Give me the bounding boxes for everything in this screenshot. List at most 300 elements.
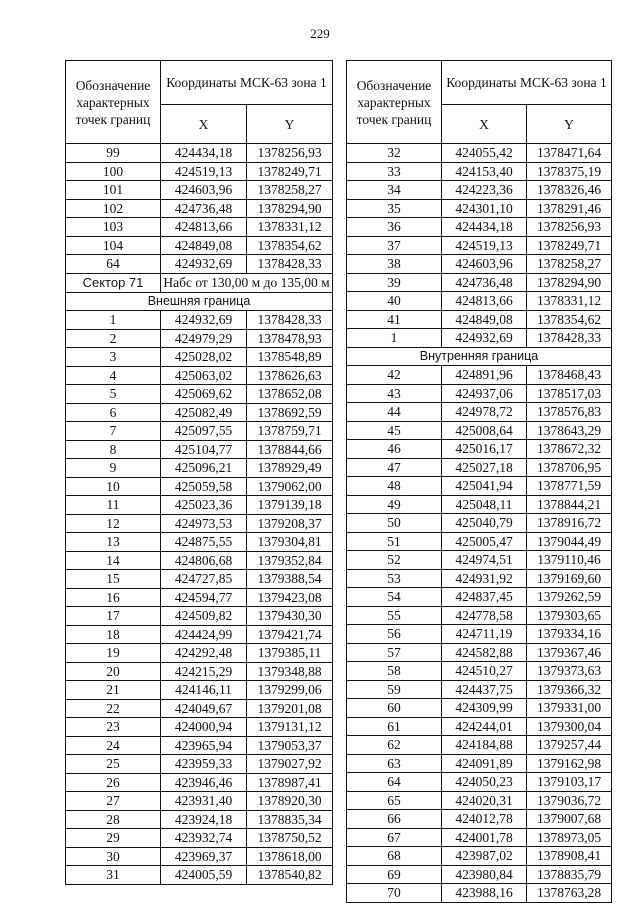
coord-y: 1379169,60 [527, 569, 612, 588]
coord-x: 424153,40 [442, 162, 527, 181]
coord-y: 1378929,49 [247, 459, 333, 478]
point-number: 10 [66, 477, 161, 496]
point-number: 99 [66, 144, 161, 163]
point-number: 104 [66, 236, 161, 255]
coord-y: 1378835,34 [247, 810, 333, 829]
coord-y: 1379334,16 [527, 625, 612, 644]
coord-x: 424875,55 [161, 533, 247, 552]
coordinates-table-left [65, 60, 333, 885]
coord-y: 1378759,71 [247, 422, 333, 441]
table-row [347, 736, 612, 755]
point-number: 38 [347, 255, 442, 274]
table-row [347, 532, 612, 551]
coord-x: 425048,11 [442, 495, 527, 514]
table-row [66, 329, 333, 348]
table-row [347, 273, 612, 292]
point-number: 39 [347, 273, 442, 292]
coord-x: 425063,02 [161, 366, 247, 385]
coord-x: 424434,18 [161, 144, 247, 163]
table-row [347, 236, 612, 255]
table-row [347, 421, 612, 440]
coord-x: 424594,77 [161, 588, 247, 607]
point-number: 20 [66, 662, 161, 681]
coordinates-table-right [346, 60, 612, 903]
table-row [66, 681, 333, 700]
table-row [347, 625, 612, 644]
table-row [347, 828, 612, 847]
point-number: 29 [66, 829, 161, 848]
coord-y: 1378354,62 [247, 236, 333, 255]
table-row [66, 199, 333, 218]
coord-x: 423924,18 [161, 810, 247, 829]
point-number: 11 [66, 496, 161, 515]
coord-x: 424223,36 [442, 181, 527, 200]
coord-x: 424932,69 [161, 255, 247, 274]
table-row [347, 329, 612, 348]
header-y: Y [527, 105, 612, 144]
coord-y: 1378916,72 [527, 514, 612, 533]
coord-x: 425096,21 [161, 459, 247, 478]
point-number: 70 [347, 884, 442, 903]
table-row [66, 181, 333, 200]
coord-y: 1378258,27 [247, 181, 333, 200]
table-row [66, 792, 333, 811]
coord-x: 424806,68 [161, 551, 247, 570]
coord-y: 1378258,27 [527, 255, 612, 274]
coord-x: 424736,48 [442, 273, 527, 292]
coord-x: 423959,33 [161, 755, 247, 774]
point-number: 59 [347, 680, 442, 699]
table-row [66, 236, 333, 255]
point-number: 31 [66, 866, 161, 885]
coord-y: 1379062,00 [247, 477, 333, 496]
coord-y: 1379208,37 [247, 514, 333, 533]
coord-x: 424973,53 [161, 514, 247, 533]
coord-x: 424978,72 [442, 403, 527, 422]
table-row [347, 440, 612, 459]
table-row [347, 458, 612, 477]
table-row [66, 662, 333, 681]
coord-x: 424146,11 [161, 681, 247, 700]
point-number: 24 [66, 736, 161, 755]
coord-x: 424091,89 [442, 754, 527, 773]
coord-x: 424000,94 [161, 718, 247, 737]
table-row [347, 643, 612, 662]
point-number: 47 [347, 458, 442, 477]
coord-y: 1379139,18 [247, 496, 333, 515]
coord-x: 424931,92 [442, 569, 527, 588]
point-number: 66 [347, 810, 442, 829]
point-number: 6 [66, 403, 161, 422]
coord-x: 425005,47 [442, 532, 527, 551]
point-number: 30 [66, 847, 161, 866]
table-row [66, 570, 333, 589]
table-row [347, 865, 612, 884]
coord-y: 1378471,64 [527, 144, 612, 163]
table-row [347, 495, 612, 514]
point-number: 28 [66, 810, 161, 829]
coord-x: 424727,85 [161, 570, 247, 589]
point-number: 5 [66, 385, 161, 404]
coord-x: 424932,69 [161, 311, 247, 330]
table-row [347, 366, 612, 385]
table-row [66, 829, 333, 848]
coord-y: 1379027,92 [247, 755, 333, 774]
coord-x: 424849,08 [161, 236, 247, 255]
coord-x: 424519,13 [442, 236, 527, 255]
table-row [66, 496, 333, 515]
table-row [347, 255, 612, 274]
table-row [66, 551, 333, 570]
coord-y: 1378618,00 [247, 847, 333, 866]
point-number: 64 [66, 255, 161, 274]
table-row [66, 440, 333, 459]
coord-x: 424778,58 [442, 606, 527, 625]
coord-y: 1379201,08 [247, 699, 333, 718]
coord-y: 1379331,00 [527, 699, 612, 718]
table-row [66, 736, 333, 755]
point-number: 42 [347, 366, 442, 385]
coord-x: 424424,99 [161, 625, 247, 644]
coord-x: 424979,29 [161, 329, 247, 348]
table-row [66, 718, 333, 737]
table-row [347, 680, 612, 699]
coord-y: 1379430,30 [247, 607, 333, 626]
coord-y: 1379421,74 [247, 625, 333, 644]
coord-x: 424055,42 [442, 144, 527, 163]
coord-x: 424891,96 [442, 366, 527, 385]
table-row [66, 625, 333, 644]
coord-y: 1378548,89 [247, 348, 333, 367]
table-row [66, 533, 333, 552]
sector-height-range: Набс от 130,00 м до 135,00 м [161, 273, 333, 292]
point-number: 67 [347, 828, 442, 847]
coord-y: 1378706,95 [527, 458, 612, 477]
coord-y: 1378326,46 [527, 181, 612, 200]
coord-y: 1379423,08 [247, 588, 333, 607]
coord-y: 1378256,93 [247, 144, 333, 163]
point-number: 69 [347, 865, 442, 884]
point-number: 57 [347, 643, 442, 662]
coord-x: 424736,48 [161, 199, 247, 218]
point-number: 25 [66, 755, 161, 774]
table-row [66, 385, 333, 404]
table-row [347, 162, 612, 181]
coord-y: 1378643,29 [527, 421, 612, 440]
coord-x: 425027,18 [442, 458, 527, 477]
coord-x: 425097,55 [161, 422, 247, 441]
point-number: 8 [66, 440, 161, 459]
table-row [66, 644, 333, 663]
point-number: 48 [347, 477, 442, 496]
point-number: 65 [347, 791, 442, 810]
coord-x: 424020,31 [442, 791, 527, 810]
table-row [347, 847, 612, 866]
point-number: 36 [347, 218, 442, 237]
coord-x: 424050,23 [442, 773, 527, 792]
coord-x: 424012,78 [442, 810, 527, 829]
table-row [347, 569, 612, 588]
coord-y: 1378652,08 [247, 385, 333, 404]
coord-x: 423980,84 [442, 865, 527, 884]
table-row [66, 755, 333, 774]
header-coords-title: Координаты МСК-63 зона 1 [442, 61, 612, 105]
coord-x: 424509,82 [161, 607, 247, 626]
point-number: 61 [347, 717, 442, 736]
header-coords-title: Координаты МСК-63 зона 1 [161, 61, 333, 105]
coord-x: 424937,06 [442, 384, 527, 403]
coord-x: 424437,75 [442, 680, 527, 699]
coord-x: 424837,45 [442, 588, 527, 607]
point-number: 14 [66, 551, 161, 570]
point-number: 3 [66, 348, 161, 367]
coord-y: 1379385,11 [247, 644, 333, 663]
point-number: 41 [347, 310, 442, 329]
header-x: X [442, 105, 527, 144]
point-number: 35 [347, 199, 442, 218]
coord-y: 1379348,88 [247, 662, 333, 681]
coord-y: 1379103,17 [527, 773, 612, 792]
coord-x: 424582,88 [442, 643, 527, 662]
coord-x: 424005,59 [161, 866, 247, 885]
coord-y: 1378750,52 [247, 829, 333, 848]
coord-x: 424603,96 [442, 255, 527, 274]
table-row [347, 791, 612, 810]
point-number: 16 [66, 588, 161, 607]
coord-y: 1378973,05 [527, 828, 612, 847]
coord-y: 1378249,71 [247, 162, 333, 181]
coord-x: 424813,66 [442, 292, 527, 311]
coord-y: 1378844,66 [247, 440, 333, 459]
coord-x: 425023,36 [161, 496, 247, 515]
table-row [66, 255, 333, 274]
coord-y: 1378576,83 [527, 403, 612, 422]
table-row [347, 699, 612, 718]
coord-x: 425082,49 [161, 403, 247, 422]
table-row [66, 144, 333, 163]
coord-x: 424813,66 [161, 218, 247, 237]
table-row [347, 477, 612, 496]
table-row [347, 514, 612, 533]
point-number: 9 [66, 459, 161, 478]
table-row [347, 218, 612, 237]
coord-y: 1378844,21 [527, 495, 612, 514]
point-number: 44 [347, 403, 442, 422]
coord-y: 1379036,72 [527, 791, 612, 810]
coord-y: 1378249,71 [527, 236, 612, 255]
table-row [66, 699, 333, 718]
point-number: 64 [347, 773, 442, 792]
point-number: 101 [66, 181, 161, 200]
coord-x: 423931,40 [161, 792, 247, 811]
coord-y: 1378428,33 [247, 255, 333, 274]
point-number: 1 [347, 329, 442, 348]
coord-y: 1378375,19 [527, 162, 612, 181]
point-number: 63 [347, 754, 442, 773]
table-row [66, 348, 333, 367]
coord-y: 1378291,46 [527, 199, 612, 218]
point-number: 7 [66, 422, 161, 441]
table-row [347, 588, 612, 607]
table-row [347, 292, 612, 311]
coord-y: 1379110,46 [527, 551, 612, 570]
coord-y: 1378354,62 [527, 310, 612, 329]
point-number: 15 [66, 570, 161, 589]
coord-y: 1379162,98 [527, 754, 612, 773]
coord-x: 424292,48 [161, 644, 247, 663]
coord-x: 425041,94 [442, 477, 527, 496]
table-row [66, 773, 333, 792]
coord-x: 423932,74 [161, 829, 247, 848]
coord-x: 423988,16 [442, 884, 527, 903]
coord-y: 1379367,46 [527, 643, 612, 662]
coord-x: 425104,77 [161, 440, 247, 459]
point-number: 58 [347, 662, 442, 681]
point-number: 68 [347, 847, 442, 866]
coord-y: 1378987,41 [247, 773, 333, 792]
point-number: 56 [347, 625, 442, 644]
coord-y: 1378835,79 [527, 865, 612, 884]
coord-x: 424301,10 [442, 199, 527, 218]
coord-y: 1379300,04 [527, 717, 612, 736]
table-row [66, 162, 333, 181]
coord-x: 425059,58 [161, 477, 247, 496]
point-number: 55 [347, 606, 442, 625]
coord-x: 424184,88 [442, 736, 527, 755]
coord-x: 424974,51 [442, 551, 527, 570]
point-number: 17 [66, 607, 161, 626]
coord-x: 424215,29 [161, 662, 247, 681]
coord-y: 1378771,59 [527, 477, 612, 496]
point-number: 1 [66, 311, 161, 330]
table-row [66, 218, 333, 237]
coord-y: 1379303,65 [527, 606, 612, 625]
point-number: 32 [347, 144, 442, 163]
header-y: Y [247, 105, 333, 144]
point-number: 103 [66, 218, 161, 237]
point-number: 51 [347, 532, 442, 551]
coord-x: 424434,18 [442, 218, 527, 237]
coord-x: 425028,02 [161, 348, 247, 367]
table-row [347, 403, 612, 422]
coord-x: 424309,99 [442, 699, 527, 718]
table-row [347, 310, 612, 329]
point-number: 26 [66, 773, 161, 792]
coord-y: 1379299,06 [247, 681, 333, 700]
point-number: 40 [347, 292, 442, 311]
coord-y: 1379262,59 [527, 588, 612, 607]
coord-y: 1378331,12 [527, 292, 612, 311]
point-number: 100 [66, 162, 161, 181]
point-number: 102 [66, 199, 161, 218]
table-row [66, 366, 333, 385]
table-row [347, 606, 612, 625]
coord-y: 1378672,32 [527, 440, 612, 459]
coord-y: 1379366,32 [527, 680, 612, 699]
coord-x: 423987,02 [442, 847, 527, 866]
table-row [66, 607, 333, 626]
table-row [347, 773, 612, 792]
table-row [66, 866, 333, 885]
inner-boundary-label: Внутренняя граница [347, 347, 612, 366]
point-number: 43 [347, 384, 442, 403]
coord-y: 1378908,41 [527, 847, 612, 866]
coord-x: 424001,78 [442, 828, 527, 847]
table-row [66, 847, 333, 866]
coord-x: 425069,62 [161, 385, 247, 404]
table-row [66, 477, 333, 496]
coord-y: 1379257,44 [527, 736, 612, 755]
coord-y: 1379131,12 [247, 718, 333, 737]
coord-x: 424932,69 [442, 329, 527, 348]
point-number: 54 [347, 588, 442, 607]
page-number: 229 [310, 26, 330, 41]
coord-y: 1378920,30 [247, 792, 333, 811]
table-row [66, 514, 333, 533]
coord-y: 1379304,81 [247, 533, 333, 552]
point-number: 21 [66, 681, 161, 700]
sector-label: Сектор 71 [66, 273, 161, 292]
table-row [347, 717, 612, 736]
point-number: 60 [347, 699, 442, 718]
coord-y: 1379388,54 [247, 570, 333, 589]
table-row [66, 422, 333, 441]
point-number: 4 [66, 366, 161, 385]
table-row [66, 588, 333, 607]
point-number: 19 [66, 644, 161, 663]
coord-y: 1378540,82 [247, 866, 333, 885]
coord-y: 1378692,59 [247, 403, 333, 422]
table-row [347, 884, 612, 903]
point-number: 46 [347, 440, 442, 459]
point-number: 18 [66, 625, 161, 644]
point-number: 27 [66, 792, 161, 811]
point-number: 33 [347, 162, 442, 181]
point-number: 53 [347, 569, 442, 588]
table-row [66, 403, 333, 422]
coord-x: 425008,64 [442, 421, 527, 440]
coord-x: 424603,96 [161, 181, 247, 200]
coord-x: 424849,08 [442, 310, 527, 329]
coord-x: 424244,01 [442, 717, 527, 736]
coord-y: 1378331,12 [247, 218, 333, 237]
coord-x: 424519,13 [161, 162, 247, 181]
point-number: 62 [347, 736, 442, 755]
header-x: X [161, 105, 247, 144]
table-row [347, 199, 612, 218]
point-number: 13 [66, 533, 161, 552]
coord-y: 1378626,63 [247, 366, 333, 385]
table-row [66, 459, 333, 478]
coord-x: 424049,67 [161, 699, 247, 718]
coord-y: 1379053,37 [247, 736, 333, 755]
table-row [347, 662, 612, 681]
coord-y: 1379373,63 [527, 662, 612, 681]
point-number: 49 [347, 495, 442, 514]
coord-y: 1378428,33 [247, 311, 333, 330]
coord-x: 423965,94 [161, 736, 247, 755]
coord-y: 1378468,43 [527, 366, 612, 385]
table-row [347, 144, 612, 163]
table-row [347, 181, 612, 200]
point-number: 22 [66, 699, 161, 718]
coord-x: 424510,27 [442, 662, 527, 681]
table-row [66, 311, 333, 330]
table-row [347, 384, 612, 403]
coord-x: 425016,17 [442, 440, 527, 459]
point-number: 12 [66, 514, 161, 533]
table-row [66, 810, 333, 829]
